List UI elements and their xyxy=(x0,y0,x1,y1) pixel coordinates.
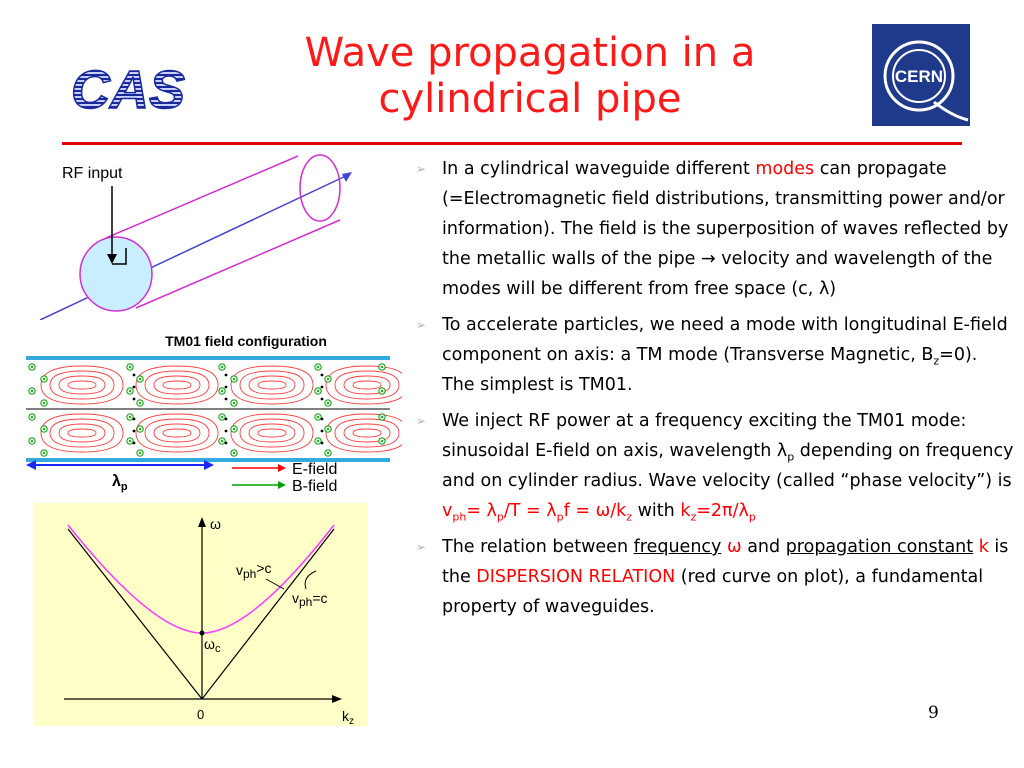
axis-charge-dot xyxy=(225,418,228,421)
e-field-line xyxy=(59,433,105,442)
tm01-field-diagram xyxy=(22,325,402,510)
b-field-dot-center xyxy=(31,366,33,368)
e-field-line xyxy=(41,433,123,452)
b-field-dot-center xyxy=(31,416,33,418)
cutoff-point xyxy=(200,631,205,636)
axis-charge-dot xyxy=(225,442,228,445)
e-field-line xyxy=(68,385,96,389)
bullet-4: ➢ The relation between frequency ω and propagation constant k is the DISPERSION RELATION (red curve on plot), a fundamental property of waveguides. xyxy=(414,532,1014,622)
e-field-line xyxy=(249,424,295,433)
legend-bfield-label: B-field xyxy=(292,478,338,495)
e-field-line xyxy=(136,433,218,452)
axis-charge-dot xyxy=(225,398,228,401)
x-axis-label: $k_z$ xyxy=(342,708,354,726)
e-field-line xyxy=(68,429,96,433)
slide-title: Wave propagation in a cylindrical pipe xyxy=(304,30,756,122)
e-field-line xyxy=(258,429,286,433)
e-field-line xyxy=(326,433,402,452)
b-field-dot-center xyxy=(31,440,33,442)
axis-charge-dot xyxy=(321,374,324,377)
rf-input-label: RF input xyxy=(62,165,123,182)
e-field-line xyxy=(326,414,402,433)
y-axis-label: ω xyxy=(210,516,221,532)
bullet-3: ➢ We inject RF power at a frequency exciting the TM01 mode: sinusoidal E-field on axis, wavelength $\lambda_p$ depending on frequency and on cylinder radius. Wave velocity (called “phase velocity”) is $v_{ph}= \lambda_p/T = \lambda_pf = \omega/k_z$ with $k_z=2\pi/\lambda_p$ xyxy=(414,406,1014,526)
e-field-line xyxy=(249,376,295,385)
e-field-line xyxy=(344,424,390,433)
axis-charge-dot xyxy=(133,398,136,401)
axis-charge-dot xyxy=(321,430,324,433)
e-field-line xyxy=(41,385,123,404)
b-field-dot-center xyxy=(43,428,45,430)
b-field-dot-center xyxy=(381,416,383,418)
origin-label: 0 xyxy=(197,707,205,722)
b-field-dot-center xyxy=(139,428,141,430)
b-field-dot-center xyxy=(327,378,329,380)
e-field-line xyxy=(59,385,105,394)
e-field-line xyxy=(163,381,191,385)
b-field-dot-center xyxy=(317,416,319,418)
vph-eq-c-label: vph=c xyxy=(292,590,328,609)
b-field-dot-center xyxy=(129,390,131,392)
e-field-line xyxy=(154,376,200,385)
bullet-arrow-icon: ➢ xyxy=(416,540,427,554)
dispersion-plot xyxy=(34,503,368,726)
modes-term: modes xyxy=(755,159,815,179)
e-field-line xyxy=(68,381,96,385)
title-divider xyxy=(62,142,962,145)
e-field-line xyxy=(231,366,313,385)
cern-logo xyxy=(872,24,970,126)
bullet-arrow-icon: ➢ xyxy=(416,162,427,176)
e-field-line xyxy=(59,376,105,385)
e-field-line xyxy=(136,366,218,385)
e-field-line xyxy=(344,376,390,385)
b-field-dot-center xyxy=(233,378,235,380)
b-field-dot-center xyxy=(327,402,329,404)
b-field-dot-center xyxy=(129,416,131,418)
bullet-list xyxy=(414,154,1014,628)
b-field-dot-center xyxy=(221,390,223,392)
b-field-dot-center xyxy=(139,452,141,454)
b-field-dot-center xyxy=(31,390,33,392)
axis-charge-dot xyxy=(225,430,228,433)
b-field-dot-center xyxy=(233,402,235,404)
axis-charge-dot xyxy=(321,386,324,389)
bullet-arrow-icon: ➢ xyxy=(416,318,427,332)
phase-velocity-formula: $v_{ph}= \lambda_p/T = \lambda_pf = \omega/k_z$ xyxy=(442,501,633,524)
cas-logo xyxy=(58,58,198,118)
e-field-line xyxy=(41,366,123,385)
b-field-dot-center xyxy=(381,390,383,392)
b-field-dot-center xyxy=(129,366,131,368)
axis-charge-dot xyxy=(225,386,228,389)
e-field-line xyxy=(154,433,200,442)
kz-formula: $k_z=2\pi/\lambda_p$ xyxy=(680,501,756,524)
axis-charge-dot xyxy=(133,418,136,421)
vph-gt-c-label: vph>c xyxy=(236,560,272,581)
axis-charge-dot xyxy=(321,418,324,421)
b-field-dot-center xyxy=(327,452,329,454)
axis-charge-dot xyxy=(133,374,136,377)
tm01-field-lines xyxy=(29,364,402,456)
b-field-dot-center xyxy=(233,428,235,430)
b-field-dot-center xyxy=(139,378,141,380)
bullet-arrow-icon: ➢ xyxy=(416,414,427,428)
e-field-line xyxy=(249,433,295,442)
e-field-line xyxy=(353,433,381,437)
b-field-dot-center xyxy=(139,402,141,404)
cern-logo-text: CERN xyxy=(894,67,944,86)
b-field-dot-center xyxy=(129,440,131,442)
cylinder-diagram xyxy=(40,150,400,320)
axis-charge-dot xyxy=(321,398,324,401)
b-field-dot-center xyxy=(221,440,223,442)
bullet-1: ➢ In a cylindrical waveguide different modes can propagate (=Electromagnetic field distributions, transmitting power and/or information). The field is the superposition of waves reflected by the metallic walls of the pipe → velocity and wavelength of the modes will be different from free space (c, λ) xyxy=(414,154,1014,304)
e-field-line xyxy=(163,433,191,437)
e-field-line xyxy=(163,385,191,389)
e-field-line xyxy=(59,424,105,433)
e-field-line xyxy=(163,429,191,433)
e-field-line xyxy=(136,414,218,433)
bullet-2: ➢ To accelerate particles, we need a mode with longitudinal E-field component on axis: a TM mode (Transverse Magnetic, $B_z=0$). The simplest is TM01. xyxy=(414,310,1014,400)
e-field-line xyxy=(258,385,286,389)
axis-charge-dot xyxy=(321,442,324,445)
e-field-line xyxy=(231,433,313,452)
axis-charge-dot xyxy=(133,386,136,389)
b-field-dot-center xyxy=(381,440,383,442)
cas-logo-text: CAS xyxy=(70,60,186,118)
b-field-dot-center xyxy=(233,452,235,454)
e-field-line xyxy=(154,385,200,394)
b-field-dot-center xyxy=(381,366,383,368)
e-field-line xyxy=(258,433,286,437)
e-field-line xyxy=(353,381,381,385)
e-field-line xyxy=(231,385,313,404)
axis-charge-dot xyxy=(133,442,136,445)
b-field-dot-center xyxy=(317,390,319,392)
dispersion-relation-term: DISPERSION RELATION xyxy=(476,567,676,587)
b-field-dot-center xyxy=(43,452,45,454)
tm01-title: TM01 field configuration xyxy=(165,333,327,349)
e-field-line xyxy=(154,424,200,433)
wavelength-label: $\lambda_p$ xyxy=(112,473,128,493)
b-field-dot-center xyxy=(317,366,319,368)
b-field-dot-center xyxy=(317,440,319,442)
legend-efield-label: E-field xyxy=(292,461,338,478)
e-field-line xyxy=(326,385,402,404)
e-field-line xyxy=(326,366,402,385)
axis-charge-dot xyxy=(225,374,228,377)
e-field-line xyxy=(136,385,218,404)
page-number: 9 xyxy=(928,703,939,723)
e-field-line xyxy=(231,414,313,433)
e-field-line xyxy=(258,381,286,385)
axis-charge-dot xyxy=(133,430,136,433)
b-field-dot-center xyxy=(327,428,329,430)
cutoff-label: $\omega_c$ xyxy=(204,636,221,655)
b-field-dot-center xyxy=(43,402,45,404)
b-field-dot-center xyxy=(221,416,223,418)
b-field-dot-center xyxy=(221,366,223,368)
pipe-wall-top xyxy=(26,356,390,360)
e-field-line xyxy=(353,429,381,433)
e-field-line xyxy=(68,433,96,437)
e-field-line xyxy=(41,414,123,433)
e-field-line xyxy=(353,385,381,389)
plot-background xyxy=(34,503,368,726)
e-field-line xyxy=(249,385,295,394)
b-field-dot-center xyxy=(43,378,45,380)
